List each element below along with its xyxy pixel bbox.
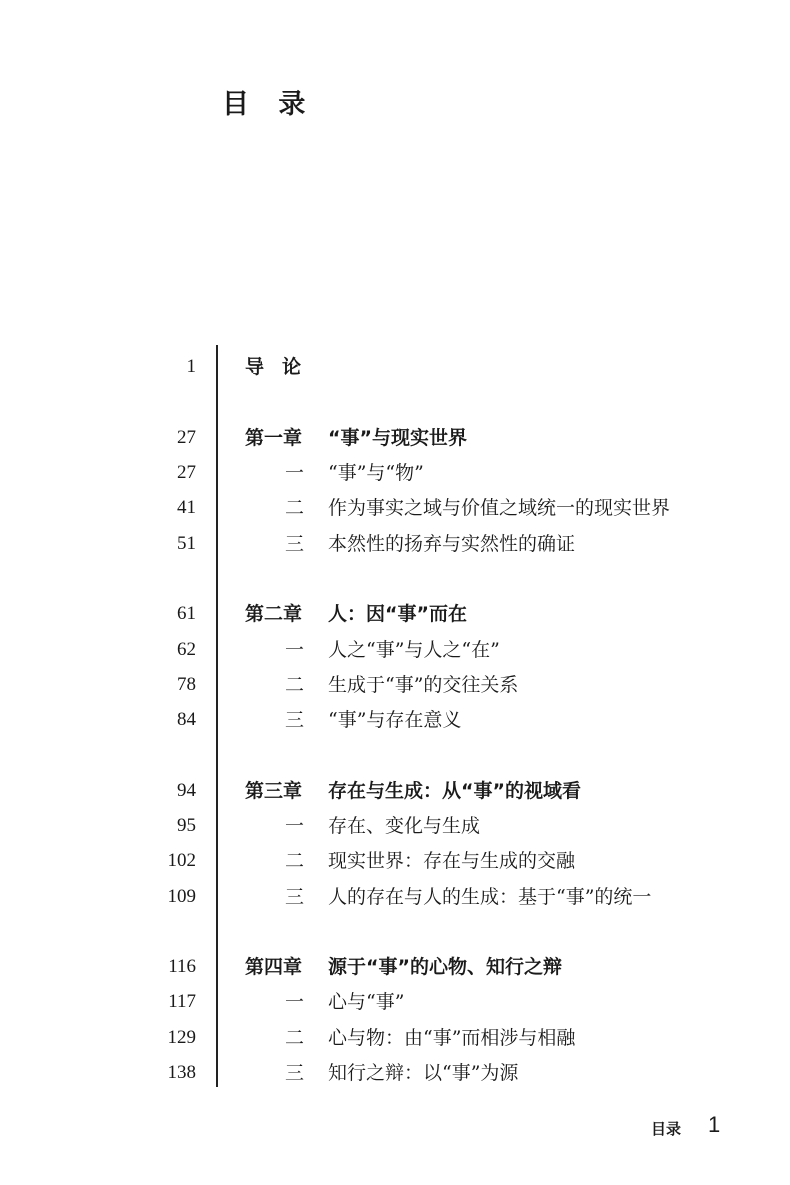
toc-section-marker: 二 [285,850,305,872]
toc-section-title: “事”与“物” [328,462,424,484]
toc-page-number: 27 [177,462,196,483]
toc-section-marker: 三 [285,533,305,555]
toc-page-number: 129 [167,1027,196,1048]
toc-section-entry [0,1055,790,1091]
toc-section-title: 人之“事”与人之“在” [328,639,500,661]
toc-page-number: 138 [167,1062,196,1083]
page-number: 1 [708,1112,721,1137]
toc-section-marker: 二 [285,1027,305,1049]
running-footer-label: 目录 [651,1120,682,1138]
toc-chapter-marker: 导论 [245,356,320,378]
toc-chapter-entry [0,949,790,985]
toc-page-number: 102 [167,850,196,871]
page-title: 目 录 [222,89,316,120]
toc-section-entry [0,490,790,526]
toc-section-entry [0,455,790,491]
toc-section-marker: 三 [285,886,305,908]
toc-intro-entry [0,349,790,385]
toc-page-number: 117 [168,991,196,1012]
toc-section-title: “事”与存在意义 [328,709,462,731]
toc-page-number: 62 [177,639,196,660]
toc-section-title: 本然性的扬弃与实然性的确证 [328,533,576,555]
toc-section-marker: 一 [285,462,305,484]
toc-section-marker: 一 [285,991,305,1013]
toc-section-title: 生成于“事”的交往关系 [328,674,519,696]
toc-section-entry [0,843,790,879]
toc-section-marker: 二 [285,497,305,519]
toc-page-number: 109 [167,886,196,907]
toc-page-number: 78 [177,674,196,695]
toc-page-number: 61 [177,603,196,624]
toc-page-number: 116 [168,956,196,977]
toc-section-marker: 三 [285,1062,305,1084]
toc-section-marker: 一 [285,639,305,661]
toc-chapter-marker: 第三章 [245,780,303,802]
toc-section-marker: 二 [285,674,305,696]
toc-chapter-title: 存在与生成：从“事”的视域看 [328,780,581,802]
toc-chapter-entry [0,773,790,809]
toc-section-entry [0,632,790,668]
toc-section-entry [0,526,790,562]
toc-section-entry [0,984,790,1020]
toc-section-marker: 三 [285,709,305,731]
toc-section-title: 现实世界：存在与生成的交融 [328,850,576,872]
toc-section-marker: 一 [285,815,305,837]
toc-chapter-marker: 第一章 [245,427,303,449]
toc-page-number: 41 [177,497,196,518]
toc-chapter-entry [0,596,790,632]
toc-page-number: 94 [177,780,196,801]
toc-chapter-title: “事”与现实世界 [328,427,467,449]
toc-page-number: 84 [177,709,196,730]
toc-page-number: 95 [177,815,196,836]
toc-chapter-title: 人：因“事”而在 [328,603,467,625]
toc-section-title: 人的存在与人的生成：基于“事”的统一 [328,886,652,908]
toc-section-title: 存在、变化与生成 [328,815,481,837]
toc-section-title: 心与物：由“事”而相涉与相融 [328,1027,576,1049]
toc-chapter-marker: 第二章 [245,603,303,625]
toc-section-entry [0,667,790,703]
toc-section-entry [0,1020,790,1056]
toc-chapter-title: 源于“事”的心物、知行之辩 [328,956,562,978]
toc-page-number: 51 [177,533,196,554]
toc-page-number: 27 [177,427,196,448]
toc-section-title: 知行之辩：以“事”为源 [328,1062,519,1084]
toc-page-number: 1 [186,356,196,377]
toc-section-entry [0,879,790,915]
toc-chapter-entry [0,420,790,456]
toc-section-title: 心与“事” [328,991,405,1013]
toc-chapter-marker: 第四章 [245,956,303,978]
toc-section-title: 作为事实之域与价值之域统一的现实世界 [328,497,671,519]
toc-section-entry [0,808,790,844]
toc-section-entry [0,702,790,738]
